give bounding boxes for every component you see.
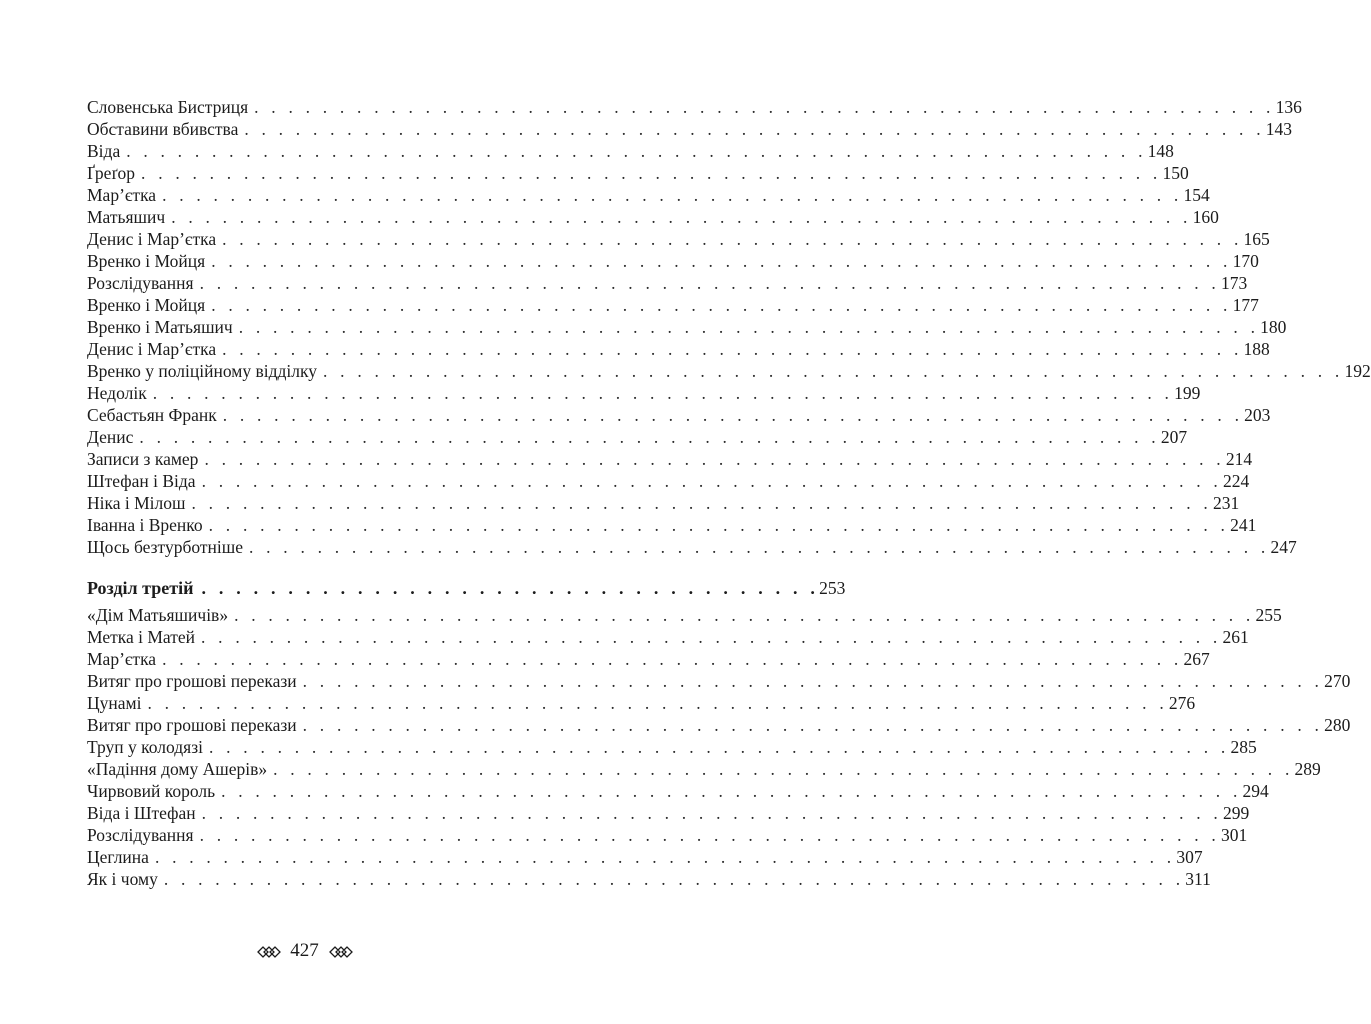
toc-entry-page-number: 311: [1185, 869, 1211, 889]
toc-entry-page-number: 173: [1221, 273, 1248, 293]
dot-leader: . . . . . . . . . . . . . . . . . . . . . . . . . . . . . . . . . . . . . . . . . . . . . . . . . . . . . . . . . . . .: [254, 97, 1275, 117]
toc-entry: [87, 846, 1203, 868]
toc-list-part-b: [87, 604, 1351, 890]
toc-entry-page-number: 160: [1192, 207, 1219, 227]
toc-entry-title: Словенська Бистриця: [87, 96, 254, 118]
dot-leader: . . . . . . . . . . . . . . . . . . . . . . . . . . . . . . . . . . . . . . . . . . . . . . . . . . . . . . . . . . . .: [209, 737, 1230, 757]
toc-entry-page-number: 154: [1183, 185, 1210, 205]
toc-entry: [87, 692, 1196, 714]
toc-entry-page-number: 301: [1221, 825, 1248, 845]
dot-leader: . . . . . . . . . . . . . . . . . . . . . . . . . . . . . . . . . . . . . . . . . . . . . . . . . . . . . . . . . . . .: [211, 251, 1232, 271]
toc-entry: [87, 118, 1293, 140]
toc-list-part-a: [87, 96, 1371, 558]
dot-leader: . . . . . . . . . . . . . . . . . . . . . . . . . . . . . . . . . . . .: [201, 578, 820, 598]
dot-leader: . . . . . . . . . . . . . . . . . . . . . . . . . . . . . . . . . . . . . . . . . . . . . . . . . . . . . . . . . . . .: [201, 471, 1223, 491]
toc-entry-page-number: 280: [1324, 715, 1351, 735]
toc-entry-title: Вренко і Мойця: [87, 294, 211, 316]
dot-leader: . . . . . . . . . . . . . . . . . . . . . . . . . . . . . . . . . . . . . . . . . . . . . . . . . . . . . . . . . . . .: [234, 605, 1255, 625]
toc-entry-page-number: 267: [1183, 649, 1210, 669]
toc-entry-page-number: 231: [1212, 493, 1240, 513]
ornament-left-icon: [257, 945, 283, 959]
toc-entry-page-number: 199: [1174, 383, 1201, 403]
toc-entry: [87, 470, 1250, 492]
toc-entry: [87, 448, 1253, 470]
dot-leader: . . . . . . . . . . . . . . . . . . . . . . . . . . . . . . . . . . . . . . . . . . . . . . . . . . . . . . . . . . . .: [191, 493, 1212, 513]
toc-entry: [87, 184, 1210, 206]
toc-entry: [87, 648, 1210, 670]
toc-entry-title: Мар’єтка: [87, 184, 162, 206]
toc-entry-page-number: 203: [1244, 405, 1271, 425]
toc-entry-title: Цунамі: [87, 692, 147, 714]
toc-entry-title: Мар’єтка: [87, 648, 162, 670]
toc-entry-title: Денис: [87, 426, 139, 448]
toc-entry-page-number: 188: [1243, 339, 1270, 359]
toc-entry: [87, 802, 1250, 824]
toc-entry: [87, 492, 1240, 514]
toc-entry: [87, 736, 1257, 758]
toc-entry: [87, 96, 1302, 118]
toc-entry-title: Віда: [87, 140, 126, 162]
toc-entry-page-number: 224: [1223, 471, 1250, 491]
dot-leader: . . . . . . . . . . . . . . . . . . . . . . . . . . . . . . . . . . . . . . . . . . . . . . . . . . . . . . . . . . . .: [199, 825, 1220, 845]
toc-entry: [87, 228, 1270, 250]
toc-entry-title: Матьяшич: [87, 206, 171, 228]
ornament-right-icon: [327, 945, 353, 959]
dot-leader: . . . . . . . . . . . . . . . . . . . . . . . . . . . . . . . . . . . . . . . . . . . . . . . . . . . . . . . . . . . .: [154, 847, 1176, 867]
toc-entry: [87, 514, 1257, 536]
dot-leader: . . . . . . . . . . . . . . . . . . . . . . . . . . . . . . . . . . . . . . . . . . . . . . . . . . . . . . . . . . . .: [221, 781, 1242, 801]
dot-leader: . . . . . . . . . . . . . . . . . . . . . . . . . . . . . . . . . . . . . . . . . . . . . . . . . . . . . . . . . . . .: [302, 671, 1324, 691]
toc-entry-page-number: 307: [1176, 847, 1203, 867]
dot-leader: . . . . . . . . . . . . . . . . . . . . . . . . . . . . . . . . . . . . . . . . . . . . . . . . . . . . . . . . . . . .: [141, 163, 1162, 183]
toc-entry-page-number: 165: [1243, 229, 1270, 249]
toc-entry: [87, 338, 1270, 360]
toc-entry-page-number: 255: [1255, 605, 1282, 625]
dot-leader: . . . . . . . . . . . . . . . . . . . . . . . . . . . . . . . . . . . . . . . . . . . . . . . . . . . . . . . . . . . .: [273, 759, 1294, 779]
toc-entry-page-number: 177: [1232, 295, 1259, 315]
toc-entry-page-number: 143: [1265, 119, 1293, 139]
toc-entry-page-number: 136: [1275, 97, 1302, 117]
toc-entry: [87, 294, 1259, 316]
toc-entry: [87, 536, 1297, 558]
toc-entry: [87, 714, 1351, 736]
toc-entry-title: Денис і Мар’єтка: [87, 228, 222, 250]
toc-entry-title: Обставини вбивства: [87, 118, 244, 140]
dot-leader: . . . . . . . . . . . . . . . . . . . . . . . . . . . . . . . . . . . . . . . . . . . . . . . . . . . . . . . . . . . .: [162, 185, 1183, 205]
toc-entry: [87, 758, 1321, 780]
page-folio: [0, 939, 609, 963]
toc-entry-title: Ґреґор: [87, 162, 141, 184]
toc-entry-title: «Дім Матьяшичів»: [87, 604, 234, 626]
toc-entry-title: Розслідування: [87, 824, 200, 846]
toc-entry: [87, 382, 1201, 404]
toc-entry-title: Ніка і Мілош: [87, 492, 192, 514]
toc-entry-page-number: 180: [1260, 317, 1287, 337]
dot-leader: . . . . . . . . . . . . . . . . . . . . . . . . . . . . . . . . . . . . . . . . . . . . . . . . . . . . . . . . . . . .: [171, 207, 1192, 227]
section-heading: [87, 576, 846, 600]
toc-entry-title: Вренко і Матьяшич: [87, 316, 239, 338]
dot-leader: . . . . . . . . . . . . . . . . . . . . . . . . . . . . . . . . . . . . . . . . . . . . . . . . . . . . . . . . . . . .: [244, 119, 1265, 139]
toc-entry-title: Себастьян Франк: [87, 404, 223, 426]
toc-entry-title: Штефан і Віда: [87, 470, 202, 492]
toc-entry-page-number: 261: [1222, 627, 1249, 647]
dot-leader: . . . . . . . . . . . . . . . . . . . . . . . . . . . . . . . . . . . . . . . . . . . . . . . . . . . . . . . . . . . .: [211, 295, 1232, 315]
toc-entry: [87, 604, 1282, 626]
dot-leader: . . . . . . . . . . . . . . . . . . . . . . . . . . . . . . . . . . . . . . . . . . . . . . . . . . . . . . . . . . . .: [201, 627, 1222, 647]
toc-entry: [87, 670, 1351, 692]
toc-entry-title: Труп у колодязі: [87, 736, 209, 758]
toc-entry-title: Іванна і Вренко: [87, 514, 209, 536]
toc-entry: [87, 316, 1287, 338]
section-title: Розділ третій: [87, 578, 194, 598]
dot-leader: . . . . . . . . . . . . . . . . . . . . . . . . . . . . . . . . . . . . . . . . . . . . . . . . . . . . . . . . . . . .: [238, 317, 1260, 337]
dot-leader: . . . . . . . . . . . . . . . . . . . . . . . . . . . . . . . . . . . . . . . . . . . . . . . . . . . . . . . . . . . .: [152, 383, 1174, 403]
toc-entry-page-number: 207: [1160, 427, 1188, 447]
toc-entry-page-number: 276: [1168, 693, 1196, 713]
dot-leader: . . . . . . . . . . . . . . . . . . . . . . . . . . . . . . . . . . . . . . . . . . . . . . . . . . . . . . . . . . . .: [201, 803, 1223, 823]
toc-entry-page-number: 148: [1147, 141, 1174, 161]
toc-entry-page-number: 299: [1223, 803, 1250, 823]
toc-entry: [87, 780, 1269, 802]
section-page-number: 253: [819, 578, 846, 598]
toc-entry-title: Вренко і Мойця: [87, 250, 211, 272]
toc-entry-title: Метка і Матей: [87, 626, 201, 648]
toc-entry-title: Розслідування: [87, 272, 200, 294]
dot-leader: . . . . . . . . . . . . . . . . . . . . . . . . . . . . . . . . . . . . . . . . . . . . . . . . . . . . . . . . . . . .: [208, 515, 1230, 535]
toc-entry: [87, 140, 1174, 162]
toc-entry-page-number: 192: [1344, 361, 1371, 381]
toc-entry-page-number: 214: [1225, 449, 1253, 469]
dot-leader: . . . . . . . . . . . . . . . . . . . . . . . . . . . . . . . . . . . . . . . . . . . . . . . . . . . . . . . . . . . .: [204, 449, 1225, 469]
toc-entry-page-number: 289: [1294, 759, 1321, 779]
dot-leader: . . . . . . . . . . . . . . . . . . . . . . . . . . . . . . . . . . . . . . . . . . . . . . . . . . . . . . . . . . . .: [222, 339, 1243, 359]
dot-leader: . . . . . . . . . . . . . . . . . . . . . . . . . . . . . . . . . . . . . . . . . . . . . . . . . . . . . . . . . . . .: [162, 649, 1183, 669]
toc-entry-title: Віда і Штефан: [87, 802, 202, 824]
dot-leader: . . . . . . . . . . . . . . . . . . . . . . . . . . . . . . . . . . . . . . . . . . . . . . . . . . . . . . . . . . . .: [302, 715, 1324, 735]
toc-entry-page-number: 150: [1162, 163, 1189, 183]
dot-leader: . . . . . . . . . . . . . . . . . . . . . . . . . . . . . . . . . . . . . . . . . . . . . . . . . . . . . . . . . . . .: [163, 869, 1185, 889]
toc-entry-page-number: 170: [1232, 251, 1259, 271]
toc-entry-page-number: 241: [1230, 515, 1257, 535]
toc-entry-title: Записи з камер: [87, 448, 204, 470]
toc-entry-title: Витяг про грошові перекази: [87, 670, 303, 692]
toc-entry: [87, 206, 1219, 228]
toc-entry: [87, 162, 1189, 184]
toc-entry: [87, 272, 1248, 294]
toc-entry-title: Щось безтурботніше: [87, 536, 249, 558]
toc-entry-page-number: 270: [1324, 671, 1351, 691]
toc-entry: [87, 404, 1271, 426]
dot-leader: . . . . . . . . . . . . . . . . . . . . . . . . . . . . . . . . . . . . . . . . . . . . . . . . . . . . . . . . . . . .: [222, 405, 1244, 425]
toc-entry-page-number: 285: [1230, 737, 1257, 757]
toc-entry: [87, 626, 1249, 648]
toc-entry-title: Вренко у поліційному відділку: [87, 360, 323, 382]
toc-entry: [87, 360, 1371, 382]
toc-entry-title: Як і чому: [87, 868, 164, 890]
dot-leader: . . . . . . . . . . . . . . . . . . . . . . . . . . . . . . . . . . . . . . . . . . . . . . . . . . . . . . . . . . . .: [222, 229, 1243, 249]
dot-leader: . . . . . . . . . . . . . . . . . . . . . . . . . . . . . . . . . . . . . . . . . . . . . . . . . . . . . . . . . . . .: [126, 141, 1147, 161]
dot-leader: . . . . . . . . . . . . . . . . . . . . . . . . . . . . . . . . . . . . . . . . . . . . . . . . . . . . . . . . . . . .: [147, 693, 1168, 713]
folio-number: 427: [290, 940, 319, 961]
toc-entry: [87, 868, 1211, 890]
toc-entry-page-number: 294: [1242, 781, 1269, 801]
toc-entry-title: Чирвовий король: [87, 780, 221, 802]
toc-entry-title: Денис і Мар’єтка: [87, 338, 222, 360]
toc-entry-title: «Падіння дому Ашерів»: [87, 758, 273, 780]
toc-entry: [87, 250, 1259, 272]
toc-entry-page-number: 247: [1270, 537, 1297, 557]
toc-entry: [87, 824, 1248, 846]
toc-entry: [87, 426, 1188, 448]
dot-leader: . . . . . . . . . . . . . . . . . . . . . . . . . . . . . . . . . . . . . . . . . . . . . . . . . . . . . . . . . . . .: [249, 537, 1270, 557]
toc-entry-title: Цеглина: [87, 846, 155, 868]
dot-leader: . . . . . . . . . . . . . . . . . . . . . . . . . . . . . . . . . . . . . . . . . . . . . . . . . . . . . . . . . . . .: [199, 273, 1220, 293]
toc-entry-title: Витяг про грошові перекази: [87, 714, 303, 736]
toc-entry-title: Недолік: [87, 382, 153, 404]
dot-leader: . . . . . . . . . . . . . . . . . . . . . . . . . . . . . . . . . . . . . . . . . . . . . . . . . . . . . . . . . . . .: [323, 361, 1344, 381]
dot-leader: . . . . . . . . . . . . . . . . . . . . . . . . . . . . . . . . . . . . . . . . . . . . . . . . . . . . . . . . . . . .: [139, 427, 1160, 447]
